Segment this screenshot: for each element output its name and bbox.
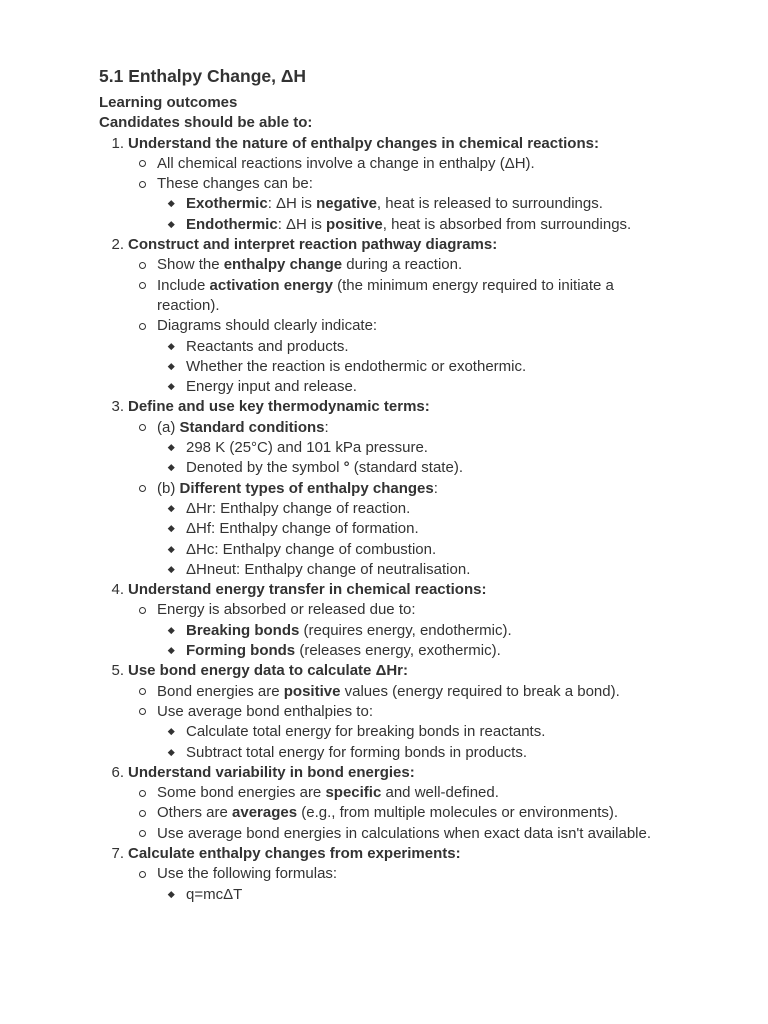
item-number: 6.	[111, 763, 124, 781]
item-number: 4.	[111, 581, 124, 599]
sub-sub-item: ΔHf: Enthalpy change of formation.	[157, 519, 679, 539]
sub-sub-list	[157, 885, 679, 905]
circle-bullet-icon	[139, 160, 146, 167]
sub-item: Use average bond enthalpies to: Calculate total energy for breaking bonds in reactants. Subtract total energy for forming bonds in products.	[128, 702, 679, 763]
outcome-item	[99, 763, 679, 844]
item-heading: Understand variability in bond energies:	[128, 763, 415, 781]
sub-item: Use the following formulas: q=mcΔT	[128, 864, 679, 905]
circle-bullet-icon	[139, 607, 146, 614]
circle-bullet-icon	[139, 830, 146, 837]
diamond-bullet-icon	[168, 464, 174, 470]
diamond-bullet-icon	[168, 343, 174, 349]
sub-list	[128, 864, 679, 905]
circle-bullet-icon	[139, 262, 146, 269]
sub-item: (a) Standard conditions: 298 K (25°C) and 101 kPa pressure. Denoted by the symbol ° (standard state).	[128, 418, 679, 479]
diamond-bullet-icon	[168, 201, 174, 207]
sub-item: Show the enthalpy change during a reaction.	[128, 255, 679, 275]
sub-item: Energy is absorbed or released due to: Breaking bonds (requires energy, endothermic). Forming bonds (releases energy, exothermic).	[128, 600, 679, 661]
item-heading: Understand the nature of enthalpy changes in chemical reactions:	[128, 134, 599, 152]
sub-sub-item: Energy input and release.	[157, 377, 679, 397]
sub-sub-item: Denoted by the symbol ° (standard state).	[157, 458, 679, 478]
outcome-item	[99, 661, 679, 762]
sub-list	[128, 418, 679, 580]
item-heading: Use bond energy data to calculate ΔHr:	[128, 662, 409, 680]
sub-item: Include activation energy (the minimum energy required to initiate a reaction).	[128, 276, 679, 317]
circle-bullet-icon	[139, 790, 146, 797]
outcomes-list	[99, 134, 679, 905]
circle-bullet-icon	[139, 282, 146, 289]
outcome-item	[99, 580, 679, 661]
sub-list	[128, 255, 679, 397]
item-heading: Calculate enthalpy changes from experiments:	[128, 844, 461, 862]
diamond-bullet-icon	[168, 444, 174, 450]
item-heading: Construct and interpret reaction pathway diagrams:	[128, 236, 498, 254]
diamond-bullet-icon	[168, 566, 174, 572]
outcome-item	[99, 397, 679, 580]
outcome-item	[99, 844, 679, 905]
diamond-bullet-icon	[168, 221, 174, 227]
sub-sub-item: ΔHr: Enthalpy change of reaction.	[157, 499, 679, 519]
sub-list	[128, 682, 679, 763]
diamond-bullet-icon	[168, 627, 174, 633]
diamond-bullet-icon	[168, 383, 174, 389]
sub-sub-item: Calculate total energy for breaking bonds in reactants.	[157, 722, 679, 742]
sub-sub-list	[157, 337, 679, 398]
sub-sub-item: Whether the reaction is endothermic or exothermic.	[157, 357, 679, 377]
sub-item: These changes can be: Exothermic: ΔH is negative, heat is released to surroundings. Endothermic: ΔH is positive, heat is absorbed from surroundings.	[128, 174, 679, 235]
circle-bullet-icon	[139, 181, 146, 188]
sub-list	[128, 783, 679, 844]
diamond-bullet-icon	[168, 546, 174, 552]
sub-sub-list	[157, 722, 679, 763]
item-number: 3.	[111, 398, 124, 416]
diamond-bullet-icon	[168, 728, 174, 734]
circle-bullet-icon	[139, 810, 146, 817]
sub-item: (b) Different types of enthalpy changes: ΔHr: Enthalpy change of reaction. ΔHf: Enthalpy change of formation. ΔHc: Enthalpy change of combustion. ΔHneut: Enthalpy change of neutralisation.	[128, 479, 679, 580]
circle-bullet-icon	[139, 708, 146, 715]
sub-sub-item: q=mcΔT	[157, 885, 679, 905]
item-number: 5.	[111, 662, 124, 680]
sub-sub-list	[157, 621, 679, 662]
diamond-bullet-icon	[168, 891, 174, 897]
item-heading: Define and use key thermodynamic terms:	[128, 398, 430, 416]
sub-sub-item: 298 K (25°C) and 101 kPa pressure.	[157, 438, 679, 458]
candidates-intro: Candidates should be able to:	[99, 114, 313, 132]
circle-bullet-icon	[139, 688, 146, 695]
sub-item: Others are averages (e.g., from multiple molecules or environments).	[128, 803, 679, 823]
document-body	[99, 64, 679, 905]
sub-item: Some bond energies are specific and well-defined.	[128, 783, 679, 803]
diamond-bullet-icon	[168, 505, 174, 511]
sub-sub-list	[157, 499, 679, 580]
circle-bullet-icon	[139, 485, 146, 492]
diamond-bullet-icon	[168, 647, 174, 653]
sub-list	[128, 154, 679, 235]
sub-item: Use average bond energies in calculations when exact data isn't available.	[128, 824, 679, 844]
outcome-item	[99, 235, 679, 397]
sub-sub-item: Subtract total energy for forming bonds in products.	[157, 743, 679, 763]
item-number: 2.	[111, 236, 124, 254]
sub-sub-list	[157, 438, 679, 479]
circle-bullet-icon	[139, 424, 146, 431]
outcome-item	[99, 134, 679, 235]
item-number: 1.	[111, 134, 124, 152]
page-title: 5.1 Enthalpy Change, ΔH	[99, 66, 307, 86]
sub-sub-item: ΔHc: Enthalpy change of combustion.	[157, 540, 679, 560]
circle-bullet-icon	[139, 323, 146, 330]
diamond-bullet-icon	[168, 525, 174, 531]
sub-sub-item: Reactants and products.	[157, 337, 679, 357]
sub-sub-list	[157, 194, 679, 235]
sub-item: All chemical reactions involve a change in enthalpy (ΔH).	[128, 154, 679, 174]
diamond-bullet-icon	[168, 363, 174, 369]
sub-item: Diagrams should clearly indicate: Reactants and products. Whether the reaction is endothermic or exothermic. Energy input and release.	[128, 316, 679, 397]
sub-sub-item: ΔHneut: Enthalpy change of neutralisation.	[157, 560, 679, 580]
sub-sub-item: Exothermic: ΔH is negative, heat is released to surroundings.	[157, 194, 679, 214]
sub-sub-item: Endothermic: ΔH is positive, heat is absorbed from surroundings.	[157, 215, 679, 235]
item-number: 7.	[111, 844, 124, 862]
circle-bullet-icon	[139, 871, 146, 878]
sub-sub-item: Forming bonds (releases energy, exothermic).	[157, 641, 679, 661]
sub-item: Bond energies are positive values (energy required to break a bond).	[128, 682, 679, 702]
sub-list	[128, 600, 679, 661]
item-heading: Understand energy transfer in chemical reactions:	[128, 581, 487, 599]
learning-outcomes-heading: Learning outcomes	[99, 94, 238, 111]
diamond-bullet-icon	[168, 749, 174, 755]
sub-sub-item: Breaking bonds (requires energy, endothermic).	[157, 621, 679, 641]
